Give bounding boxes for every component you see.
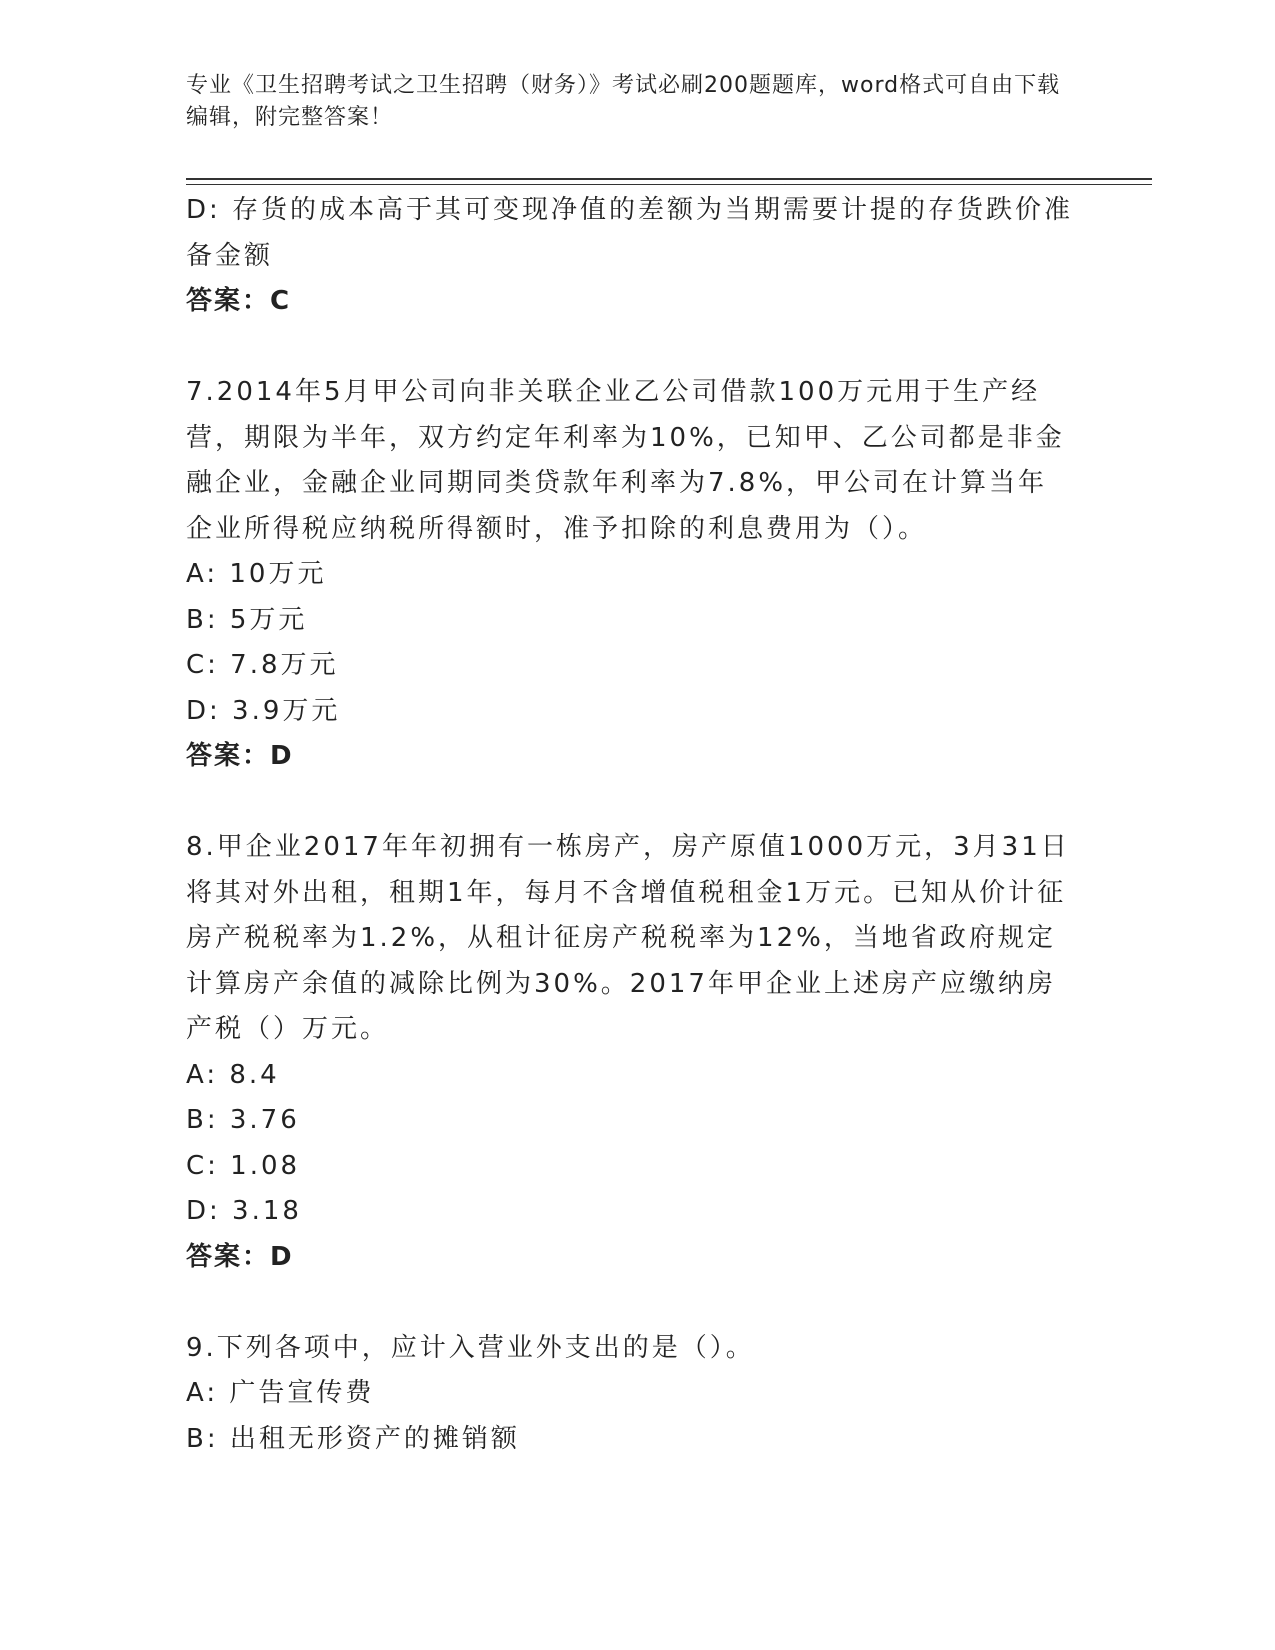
- option-c: C: 7.8万元: [186, 650, 339, 680]
- question-stem: 8.甲企业2017年年初拥有一栋房产，房产原值1000万元，3月31日将其对外出租，租期1年，每月不含增值税租金1万元。已知从价计征房产税税率为1.2%，从租计征房产税税率为12%，当地省政府规定计算房产余值的减除比例为30%。2017年甲企业上述房产应缴纳房产税（）万元。: [186, 832, 1070, 1044]
- question-fragment: [186, 188, 1076, 325]
- header-title: 专业《卫生招聘考试之卫生招聘（财务）》考试必刷200题题库，word格式可自由下载编辑，附完整答案！: [186, 73, 1061, 130]
- spacer: [186, 1280, 1076, 1326]
- option-d: D: 3.18: [186, 1196, 302, 1226]
- spacer: [186, 780, 1076, 826]
- option-b: B: 5万元: [186, 604, 308, 635]
- spacer: [186, 325, 1076, 371]
- option-a: A: 广告宣传费: [186, 1378, 375, 1408]
- option-a: A: 10万元: [186, 559, 327, 589]
- document-header: [186, 70, 1076, 134]
- option-c: C: 1.08: [186, 1150, 301, 1181]
- answer-line: 答案：C: [186, 286, 292, 316]
- option-b: B: 出租无形资产的摊销额: [186, 1423, 520, 1454]
- question-8: [186, 825, 1076, 1280]
- question-9: [186, 1326, 1076, 1463]
- header-rule-thick: [186, 178, 1152, 180]
- option-a: A: 8.4: [186, 1059, 280, 1090]
- question-7: [186, 370, 1076, 780]
- option-d: D: 3.9万元: [186, 695, 341, 726]
- document-body: [186, 188, 1076, 1462]
- answer-line: 答案：D: [186, 1241, 294, 1272]
- header-rule-thin: [186, 184, 1152, 185]
- option-b: B: 3.76: [186, 1105, 300, 1135]
- question-stem: 9.下列各项中，应计入营业外支出的是（）。: [186, 1332, 755, 1363]
- question-stem: 7.2014年5月甲公司向非关联企业乙公司借款100万元用于生产经营，期限为半年，双方约定年利率为10%，已知甲、乙公司都是非金融企业，金融企业同期同类贷款年利率为7.8%，甲公司在计算当年企业所得税应纳税所得额时，准予扣除的利息费用为（）。: [186, 377, 1065, 544]
- answer-line: 答案：D: [186, 741, 294, 771]
- option-d: D: 存货的成本高于其可变现净值的差额为当期需要计提的存货跌价准备金额: [186, 195, 1074, 271]
